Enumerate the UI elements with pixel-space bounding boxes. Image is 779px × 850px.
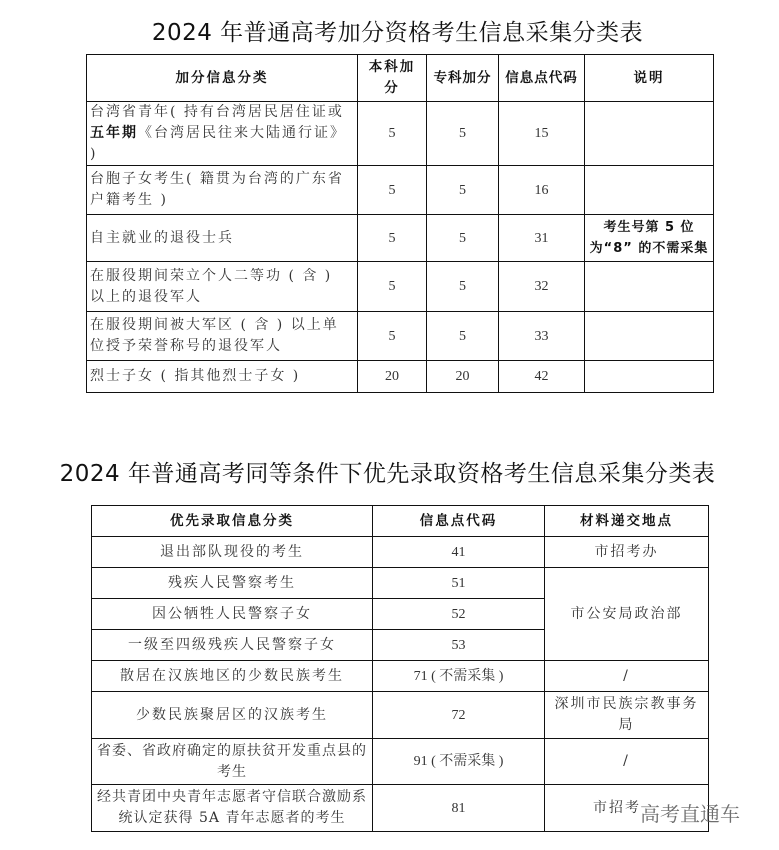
code-cell: 53 [373, 630, 545, 661]
category-cell: 台胞子女考生( 籍贯为台湾的广东省户籍考生 ) [87, 166, 358, 215]
undergrad-cell: 5 [358, 166, 427, 215]
note-cell [585, 361, 714, 393]
category-cell: 自主就业的退役士兵 [87, 215, 358, 262]
code-cell: 41 [373, 537, 545, 568]
table-row [87, 102, 714, 166]
undergrad-cell: 5 [358, 312, 427, 361]
category-cell: 烈士子女 ( 指其他烈士子女 ) [87, 361, 358, 393]
table-row [92, 661, 709, 692]
college-cell: 5 [427, 102, 499, 166]
undergrad-cell: 5 [358, 102, 427, 166]
table-row [92, 692, 709, 739]
code-cell: 51 [373, 568, 545, 599]
college-cell: 20 [427, 361, 499, 393]
category-cell: 少数民族聚居区的汉族考生 [92, 692, 373, 739]
table-row [92, 537, 709, 568]
watermark: 高考直通车 [640, 802, 740, 826]
category-cell: 在服役期间荣立个人二等功 ( 含 ) 以上的退役军人 [87, 262, 358, 312]
category-bold-text: 五年期 [90, 125, 138, 141]
location-cell: / [545, 661, 709, 692]
note-cell [585, 102, 714, 166]
code-cell: 31 [499, 215, 585, 262]
header-note: 说明 [585, 55, 714, 102]
header-college-points: 专科加分 [427, 55, 499, 102]
category-cell: 省委、省政府确定的原扶贫开发重点县的考生 [92, 739, 373, 785]
college-cell: 5 [427, 215, 499, 262]
location-cell: 市招考 [545, 785, 709, 832]
header-info-code: 信息点代码 [499, 55, 585, 102]
category-cell: 散居在汉族地区的少数民族考生 [92, 661, 373, 692]
code-cell: 15 [499, 102, 585, 166]
header-info-code: 信息点代码 [373, 506, 545, 537]
bonus-points-table [86, 54, 714, 393]
category-cell: 残疾人民警察考生 [92, 568, 373, 599]
header-category: 优先录取信息分类 [92, 506, 373, 537]
note-cell [585, 312, 714, 361]
category-cell: 退出部队现役的考生 [92, 537, 373, 568]
location-cell: / [545, 739, 709, 785]
code-cell: 91 ( 不需采集 ) [373, 739, 545, 785]
college-cell: 5 [427, 166, 499, 215]
header-location: 材料递交地点 [545, 506, 709, 537]
table-row [87, 166, 714, 215]
category-cell: 因公牺牲人民警察子女 [92, 599, 373, 630]
table-row [87, 312, 714, 361]
code-cell: 71 ( 不需采集 ) [373, 661, 545, 692]
college-cell: 5 [427, 312, 499, 361]
table1-header-row [87, 55, 714, 102]
category-cell [87, 102, 358, 166]
table-row [92, 739, 709, 785]
priority-admission-table [91, 505, 709, 832]
code-cell: 52 [373, 599, 545, 630]
table-row [87, 361, 714, 393]
note-cell [585, 262, 714, 312]
note-cell: 考生号第 5 位为“8” 的不需采集 [585, 215, 714, 262]
header-undergrad-points: 本科加分 [358, 55, 427, 102]
table1-title: 2024 年普通高考加分资格考生信息采集分类表 [151, 20, 644, 46]
category-text: 台湾省青年( 持有台湾居民居住证或 [90, 104, 344, 120]
category-cell: 一级至四级残疾人民警察子女 [92, 630, 373, 661]
college-cell: 5 [427, 262, 499, 312]
undergrad-cell: 5 [358, 262, 427, 312]
category-cell: 经共青团中央青年志愿者守信联合激励系统认定获得 5A 青年志愿者的考生 [92, 785, 373, 832]
code-cell: 33 [499, 312, 585, 361]
category-text: 《台湾居民往来大陆通行证》 ) [90, 125, 346, 162]
location-cell: 市招考办 [545, 537, 709, 568]
table-row [87, 262, 714, 312]
code-cell: 42 [499, 361, 585, 393]
table-row [92, 568, 709, 599]
undergrad-cell: 20 [358, 361, 427, 393]
note-cell [585, 166, 714, 215]
category-cell: 在服役期间被大军区 ( 含 ) 以上单位授予荣誉称号的退役军人 [87, 312, 358, 361]
table2-header-row [92, 506, 709, 537]
table-row [92, 785, 709, 832]
code-cell: 16 [499, 166, 585, 215]
location-cell: 市公安局政治部 [545, 568, 709, 661]
undergrad-cell: 5 [358, 215, 427, 262]
header-category: 加分信息分类 [87, 55, 358, 102]
code-cell: 81 [373, 785, 545, 832]
location-cell: 深圳市民族宗教事务局 [545, 692, 709, 739]
table2-title: 2024 年普通高考同等条件下优先录取资格考生信息采集分类表 [59, 461, 716, 487]
table-row [87, 215, 714, 262]
code-cell: 32 [499, 262, 585, 312]
code-cell: 72 [373, 692, 545, 739]
